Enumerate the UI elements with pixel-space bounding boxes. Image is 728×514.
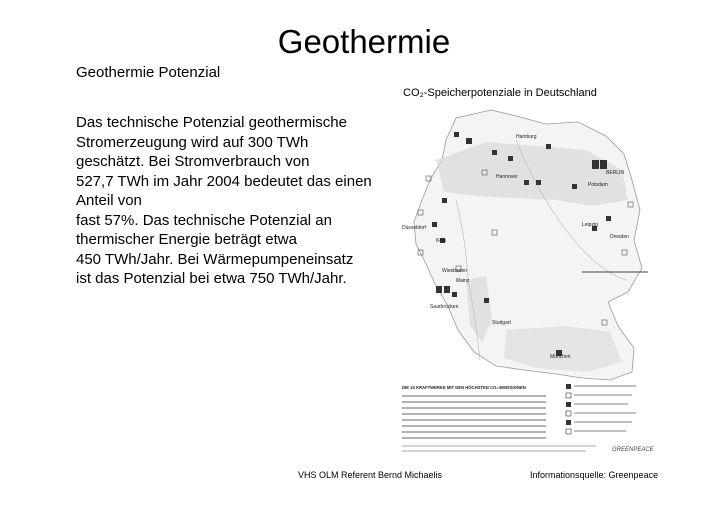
city-label: Potsdam [588, 182, 608, 188]
body-line: thermischer Energie beträgt etwa [76, 231, 297, 248]
footer-source: Informationsquelle: Greenpeace [530, 470, 659, 480]
city-label: BERLIN [606, 170, 625, 176]
city-label: Stuttgart [492, 320, 511, 326]
footer-author: VHS OLM Referent Bernd Michaelis [298, 470, 443, 480]
emissions-table [402, 385, 596, 451]
body-line: Anteil von [76, 192, 142, 209]
body-line: fast 57%. Das technische Potenzial an [76, 211, 332, 229]
greenpeace-watermark: GREENPEACE [612, 447, 654, 453]
city-label: Dresden [610, 234, 629, 240]
city-label: Saarbrücken [430, 304, 459, 310]
body-line: geschätzt. Bei Stromverbrauch von [76, 153, 310, 170]
body-line: 527,7 TWh im Jahr 2004 bedeutet das einen [76, 172, 372, 190]
city-label: Hamburg [516, 134, 537, 140]
body-paragraph [76, 113, 406, 289]
map-title: CO₂-Speicherpotenziale in Deutschland [403, 87, 597, 99]
body-line: Stromerzeugung wird auf 300 TWh [76, 133, 309, 151]
city-label: Köln [436, 238, 447, 244]
city-label: Hannover [496, 174, 518, 180]
co2-storage-map [396, 80, 661, 456]
body-line: 450 TWh/Jahr. Bei Wärmepumpeneinsatz [76, 250, 354, 268]
slide-title: Geothermie [277, 23, 451, 60]
city-label: Leipzig [582, 222, 598, 228]
map-legend [566, 384, 636, 434]
city-label: Düsseldorf [402, 225, 426, 231]
table-rows [402, 396, 546, 438]
city-label: Wiesbaden [442, 268, 468, 274]
table-title: DIE 10 KRAFTWERKE MIT DEN HÖCHSTEN CO₂-EMISSIONEN [402, 385, 526, 390]
body-line: ist das Potenzial bei etwa 750 TWh/Jahr. [76, 270, 347, 287]
city-label: Mainz [456, 278, 470, 284]
body-line: Das technische Potenzial geothermische [76, 114, 347, 131]
slide-subtitle: Geothermie Potenzial [76, 64, 221, 81]
city-label: München [550, 354, 571, 360]
